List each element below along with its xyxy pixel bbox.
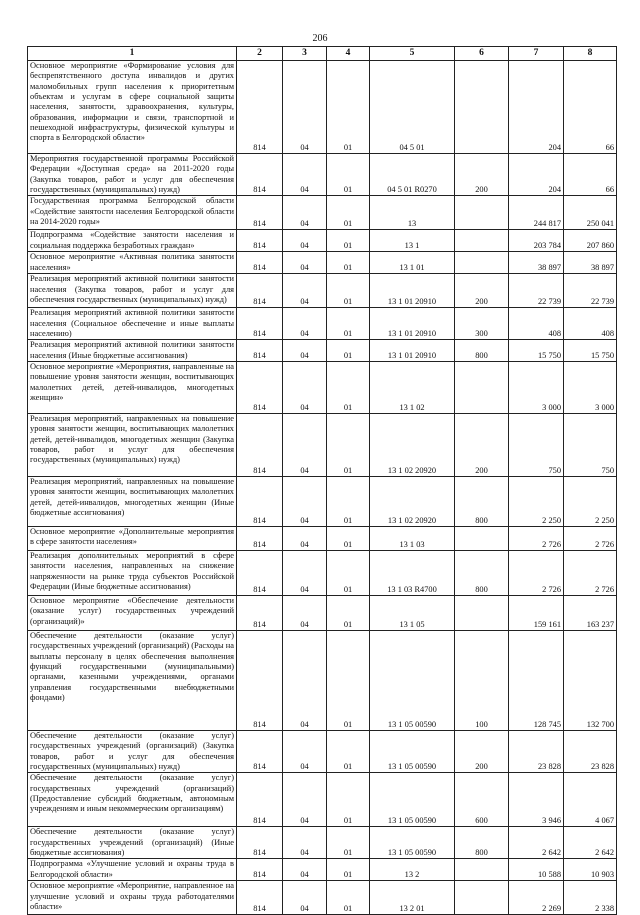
cell-expense-type bbox=[455, 252, 509, 274]
row-description: Основное мероприятие «Обеспечение деятельности (оказание услуг) государственных учреждений (организаций)» bbox=[28, 595, 237, 630]
cell-section: 04 bbox=[283, 550, 327, 595]
table-row bbox=[28, 361, 617, 413]
row-description: Подпрограмма «Улучшение условий и охраны труда в Белгородской области» bbox=[28, 859, 237, 881]
cell-expense-type: 800 bbox=[455, 550, 509, 595]
cell-target-article: 13 2 bbox=[370, 859, 455, 881]
cell-subsection: 01 bbox=[327, 476, 370, 526]
cell-target-article: 13 1 bbox=[370, 230, 455, 252]
cell-amount-year-2: 207 860 bbox=[564, 230, 617, 252]
cell-ministry-code: 814 bbox=[237, 859, 283, 881]
cell-subsection: 01 bbox=[327, 526, 370, 550]
cell-target-article: 04 5 01 bbox=[370, 61, 455, 154]
cell-amount-year-2: 163 237 bbox=[564, 595, 617, 630]
table-row bbox=[28, 340, 617, 362]
cell-target-article: 13 1 02 bbox=[370, 361, 455, 413]
cell-ministry-code: 814 bbox=[237, 252, 283, 274]
cell-amount-year-2: 250 041 bbox=[564, 196, 617, 230]
cell-target-article: 13 1 02 20920 bbox=[370, 476, 455, 526]
cell-ministry-code: 814 bbox=[237, 340, 283, 362]
cell-amount-year-2: 3 000 bbox=[564, 361, 617, 413]
row-description: Реализация мероприятий, направленных на повышение уровня занятости женщин, воспитывающих малолетних детей, детей-инвалидов, многодетных женщин (Иные бюджетные ассигнования) bbox=[28, 476, 237, 526]
cell-ministry-code: 814 bbox=[237, 595, 283, 630]
table-row bbox=[28, 252, 617, 274]
cell-subsection: 01 bbox=[327, 413, 370, 476]
row-description: Обеспечение деятельности (оказание услуг) государственных учреждений (организаций) (Иные бюджетные ассигнования) bbox=[28, 827, 237, 859]
cell-expense-type: 100 bbox=[455, 630, 509, 730]
table-row bbox=[28, 61, 617, 154]
cell-target-article: 13 1 02 20920 bbox=[370, 413, 455, 476]
table-row bbox=[28, 308, 617, 340]
table-row bbox=[28, 859, 617, 881]
table-row bbox=[28, 230, 617, 252]
cell-section: 04 bbox=[283, 308, 327, 340]
cell-ministry-code: 814 bbox=[237, 230, 283, 252]
cell-amount-year-1: 22 739 bbox=[509, 274, 564, 308]
cell-ministry-code: 814 bbox=[237, 154, 283, 196]
cell-ministry-code: 814 bbox=[237, 630, 283, 730]
row-description: Подпрограмма «Содействие занятости населения и социальная поддержка безработных граждан» bbox=[28, 230, 237, 252]
cell-amount-year-2: 22 739 bbox=[564, 274, 617, 308]
cell-target-article: 13 1 03 bbox=[370, 526, 455, 550]
row-description: Основное мероприятие «Формирование условия для беспрепятственного доступа инвалидов и других маломобильных групп населения к приоритетным объектам и услугам в сфере социальной защиты населения, занятости, здравоохранения, культуры, образования, информации и связи, транспортной и пешеходной инфраструктуры, физической культуры и спорта в Белгородской области» bbox=[28, 61, 237, 154]
cell-expense-type bbox=[455, 526, 509, 550]
cell-subsection: 01 bbox=[327, 881, 370, 915]
cell-subsection: 01 bbox=[327, 859, 370, 881]
cell-amount-year-2: 23 828 bbox=[564, 730, 617, 772]
cell-expense-type: 200 bbox=[455, 413, 509, 476]
cell-amount-year-1: 408 bbox=[509, 308, 564, 340]
cell-section: 04 bbox=[283, 526, 327, 550]
cell-amount-year-1: 2 250 bbox=[509, 476, 564, 526]
cell-amount-year-2: 2 338 bbox=[564, 881, 617, 915]
column-header: 1 bbox=[28, 47, 237, 61]
cell-subsection: 01 bbox=[327, 340, 370, 362]
table-row bbox=[28, 827, 617, 859]
cell-section: 04 bbox=[283, 340, 327, 362]
cell-amount-year-1: 750 bbox=[509, 413, 564, 476]
table-row bbox=[28, 196, 617, 230]
header-row bbox=[28, 47, 617, 61]
cell-expense-type bbox=[455, 859, 509, 881]
cell-target-article: 13 1 05 bbox=[370, 595, 455, 630]
cell-amount-year-2: 750 bbox=[564, 413, 617, 476]
cell-ministry-code: 814 bbox=[237, 827, 283, 859]
cell-expense-type: 200 bbox=[455, 730, 509, 772]
row-description: Реализация мероприятий активной политики занятости населения (Социальное обеспечение и иные выплаты населению) bbox=[28, 308, 237, 340]
column-header: 4 bbox=[327, 47, 370, 61]
cell-subsection: 01 bbox=[327, 274, 370, 308]
table-row bbox=[28, 550, 617, 595]
cell-ministry-code: 814 bbox=[237, 308, 283, 340]
cell-amount-year-2: 4 067 bbox=[564, 773, 617, 827]
cell-subsection: 01 bbox=[327, 773, 370, 827]
cell-target-article: 13 bbox=[370, 196, 455, 230]
table-row bbox=[28, 274, 617, 308]
cell-expense-type: 600 bbox=[455, 773, 509, 827]
row-description: Реализация дополнительных мероприятий в сфере занятости населения, направленных на снижение напряженности на рынке труда субъектов Российской Федерации (Иные бюджетные ассигнования) bbox=[28, 550, 237, 595]
cell-section: 04 bbox=[283, 881, 327, 915]
cell-subsection: 01 bbox=[327, 361, 370, 413]
column-header: 5 bbox=[370, 47, 455, 61]
cell-expense-type: 300 bbox=[455, 308, 509, 340]
cell-subsection: 01 bbox=[327, 61, 370, 154]
row-description: Основное мероприятие «Дополнительные мероприятия в сфере занятости населения» bbox=[28, 526, 237, 550]
cell-ministry-code: 814 bbox=[237, 196, 283, 230]
cell-ministry-code: 814 bbox=[237, 881, 283, 915]
cell-subsection: 01 bbox=[327, 252, 370, 274]
cell-section: 04 bbox=[283, 252, 327, 274]
cell-amount-year-1: 38 897 bbox=[509, 252, 564, 274]
cell-expense-type: 800 bbox=[455, 827, 509, 859]
cell-subsection: 01 bbox=[327, 196, 370, 230]
row-description: Реализация мероприятий активной политики занятости населения (Закупка товаров, работ и услуг для обеспечения государственных (муниципальных) нужд) bbox=[28, 274, 237, 308]
cell-amount-year-1: 10 588 bbox=[509, 859, 564, 881]
cell-subsection: 01 bbox=[327, 550, 370, 595]
cell-amount-year-1: 15 750 bbox=[509, 340, 564, 362]
cell-section: 04 bbox=[283, 730, 327, 772]
cell-amount-year-2: 15 750 bbox=[564, 340, 617, 362]
cell-amount-year-1: 3 000 bbox=[509, 361, 564, 413]
cell-subsection: 01 bbox=[327, 730, 370, 772]
cell-section: 04 bbox=[283, 859, 327, 881]
cell-amount-year-2: 66 bbox=[564, 154, 617, 196]
table-row bbox=[28, 595, 617, 630]
cell-amount-year-1: 2 726 bbox=[509, 526, 564, 550]
cell-amount-year-2: 38 897 bbox=[564, 252, 617, 274]
cell-amount-year-2: 132 700 bbox=[564, 630, 617, 730]
cell-target-article: 13 1 05 00590 bbox=[370, 630, 455, 730]
column-header: 8 bbox=[564, 47, 617, 61]
column-header: 3 bbox=[283, 47, 327, 61]
table-row bbox=[28, 476, 617, 526]
cell-amount-year-1: 2 726 bbox=[509, 550, 564, 595]
cell-section: 04 bbox=[283, 154, 327, 196]
cell-section: 04 bbox=[283, 773, 327, 827]
table-row bbox=[28, 413, 617, 476]
cell-subsection: 01 bbox=[327, 827, 370, 859]
cell-amount-year-1: 2 642 bbox=[509, 827, 564, 859]
cell-expense-type: 200 bbox=[455, 274, 509, 308]
cell-target-article: 13 1 01 20910 bbox=[370, 340, 455, 362]
cell-target-article: 13 1 01 bbox=[370, 252, 455, 274]
cell-expense-type: 800 bbox=[455, 476, 509, 526]
cell-amount-year-1: 203 784 bbox=[509, 230, 564, 252]
table-row bbox=[28, 630, 617, 730]
column-header: 7 bbox=[509, 47, 564, 61]
cell-ministry-code: 814 bbox=[237, 730, 283, 772]
cell-section: 04 bbox=[283, 476, 327, 526]
cell-expense-type bbox=[455, 196, 509, 230]
cell-amount-year-2: 2 726 bbox=[564, 526, 617, 550]
cell-section: 04 bbox=[283, 413, 327, 476]
cell-ministry-code: 814 bbox=[237, 61, 283, 154]
cell-target-article: 13 2 01 bbox=[370, 881, 455, 915]
cell-section: 04 bbox=[283, 361, 327, 413]
cell-ministry-code: 814 bbox=[237, 413, 283, 476]
cell-subsection: 01 bbox=[327, 630, 370, 730]
cell-subsection: 01 bbox=[327, 230, 370, 252]
column-header: 6 bbox=[455, 47, 509, 61]
cell-target-article: 13 1 05 00590 bbox=[370, 773, 455, 827]
page-number: 206 bbox=[312, 33, 328, 44]
row-description: Государственная программа Белгородской области «Содействие занятости населения Белгородской области на 2014-2020 годы» bbox=[28, 196, 237, 230]
table-row bbox=[28, 730, 617, 772]
cell-amount-year-1: 3 946 bbox=[509, 773, 564, 827]
cell-expense-type bbox=[455, 61, 509, 154]
cell-section: 04 bbox=[283, 827, 327, 859]
cell-amount-year-2: 10 903 bbox=[564, 859, 617, 881]
cell-target-article: 13 1 05 00590 bbox=[370, 730, 455, 772]
cell-target-article: 13 1 01 20910 bbox=[370, 274, 455, 308]
cell-expense-type: 200 bbox=[455, 154, 509, 196]
cell-subsection: 01 bbox=[327, 308, 370, 340]
cell-amount-year-1: 204 bbox=[509, 61, 564, 154]
table-row bbox=[28, 881, 617, 915]
cell-ministry-code: 814 bbox=[237, 773, 283, 827]
cell-ministry-code: 814 bbox=[237, 476, 283, 526]
cell-amount-year-1: 244 817 bbox=[509, 196, 564, 230]
cell-target-article: 13 1 01 20910 bbox=[370, 308, 455, 340]
cell-section: 04 bbox=[283, 196, 327, 230]
table-row bbox=[28, 773, 617, 827]
cell-section: 04 bbox=[283, 61, 327, 154]
cell-target-article: 04 5 01 R0270 bbox=[370, 154, 455, 196]
cell-ministry-code: 814 bbox=[237, 274, 283, 308]
cell-section: 04 bbox=[283, 595, 327, 630]
cell-amount-year-1: 2 269 bbox=[509, 881, 564, 915]
row-description: Обеспечение деятельности (оказание услуг) государственных учреждений (организаций) (Предоставление субсидий бюджетным, автономным учреждениям и иным некоммерческим организациям) bbox=[28, 773, 237, 827]
table-row bbox=[28, 526, 617, 550]
column-header: 2 bbox=[237, 47, 283, 61]
cell-amount-year-2: 66 bbox=[564, 61, 617, 154]
cell-expense-type bbox=[455, 230, 509, 252]
row-description: Обеспечение деятельности (оказание услуг) государственных учреждений (организаций) (Расходы на выплаты персоналу в целях обеспечения выполнения функций государственными (муниципальными) органами, казенными учреждениями, органами управления государственными внебюджетными фондами) bbox=[28, 630, 237, 730]
cell-expense-type bbox=[455, 361, 509, 413]
row-description: Реализация мероприятий, направленных на повышение уровня занятости женщин, воспитывающих малолетних детей, детей-инвалидов, многодетных женщин (Закупка товаров, работ и услуг для обеспечения государственных (муниципальных) нужд) bbox=[28, 413, 237, 476]
cell-target-article: 13 1 03 R4700 bbox=[370, 550, 455, 595]
cell-expense-type bbox=[455, 881, 509, 915]
cell-amount-year-2: 408 bbox=[564, 308, 617, 340]
cell-amount-year-1: 23 828 bbox=[509, 730, 564, 772]
cell-amount-year-1: 204 bbox=[509, 154, 564, 196]
budget-table bbox=[27, 46, 617, 915]
cell-ministry-code: 814 bbox=[237, 361, 283, 413]
cell-target-article: 13 1 05 00590 bbox=[370, 827, 455, 859]
cell-amount-year-2: 2 642 bbox=[564, 827, 617, 859]
cell-section: 04 bbox=[283, 230, 327, 252]
cell-subsection: 01 bbox=[327, 154, 370, 196]
row-description: Обеспечение деятельности (оказание услуг) государственных учреждений (организаций) (Закупка товаров, работ и услуг для обеспечения государственных (муниципальных) нужд) bbox=[28, 730, 237, 772]
cell-expense-type: 800 bbox=[455, 340, 509, 362]
cell-expense-type bbox=[455, 595, 509, 630]
cell-section: 04 bbox=[283, 630, 327, 730]
cell-amount-year-2: 2 250 bbox=[564, 476, 617, 526]
row-description: Реализация мероприятий активной политики занятости населения (Иные бюджетные ассигнования) bbox=[28, 340, 237, 362]
row-description: Основное мероприятие «Мероприятия, направленные на повышение уровня занятости женщин, воспитывающих малолетних детей, детей-инвалидов, многодетных женщин» bbox=[28, 361, 237, 413]
cell-amount-year-2: 2 726 bbox=[564, 550, 617, 595]
cell-subsection: 01 bbox=[327, 595, 370, 630]
cell-ministry-code: 814 bbox=[237, 550, 283, 595]
cell-amount-year-1: 128 745 bbox=[509, 630, 564, 730]
cell-amount-year-1: 159 161 bbox=[509, 595, 564, 630]
cell-section: 04 bbox=[283, 274, 327, 308]
table-body bbox=[28, 61, 617, 915]
row-description: Мероприятия государственной программы Российской Федерации «Доступная среда» на 2011-2020 годы (Закупка товаров, работ и услуг для обеспечения государственных (муниципальных) нужд) bbox=[28, 154, 237, 196]
cell-ministry-code: 814 bbox=[237, 526, 283, 550]
row-description: Основное мероприятие «Мероприятие, направленное на улучшение условий и охраны труда работодателями области» bbox=[28, 881, 237, 915]
table-row bbox=[28, 154, 617, 196]
row-description: Основное мероприятие «Активная политика занятости населения» bbox=[28, 252, 237, 274]
